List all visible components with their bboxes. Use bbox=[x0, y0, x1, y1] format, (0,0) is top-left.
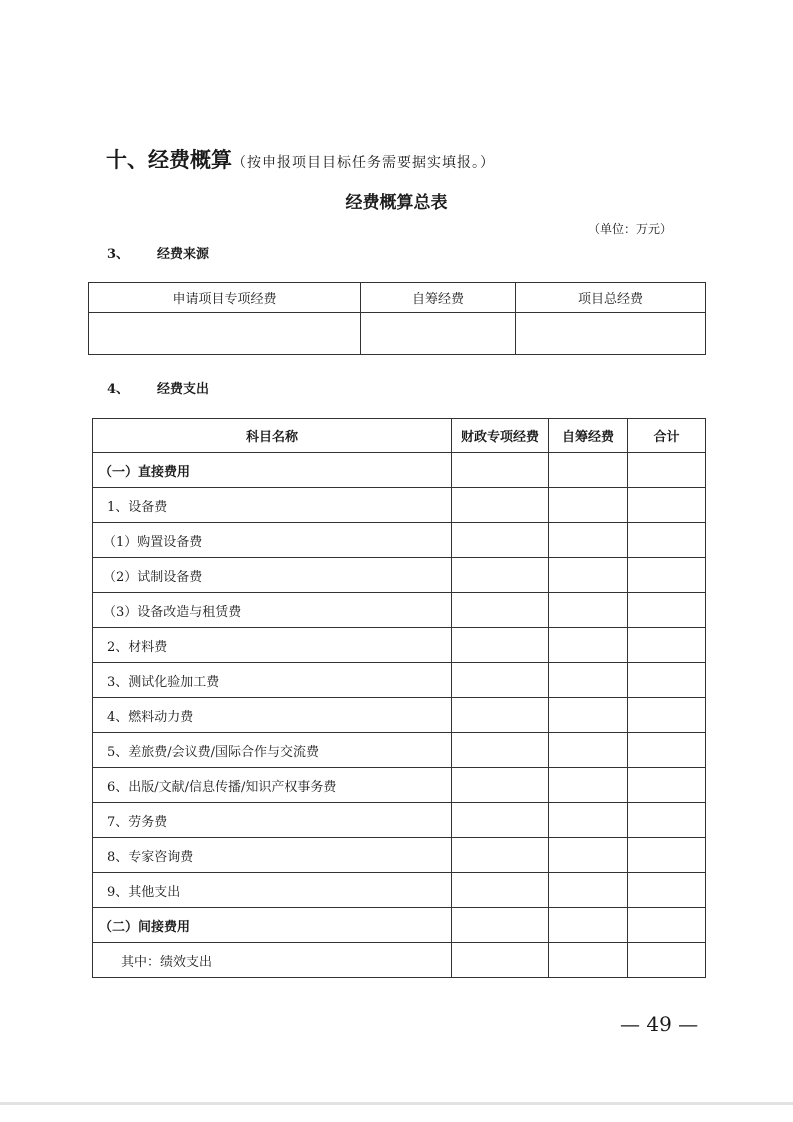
item-name-cell: 4、燃料动力费 bbox=[93, 698, 452, 733]
self-raised-value-cell[interactable] bbox=[361, 313, 516, 355]
fiscal-funding-cell[interactable] bbox=[452, 803, 549, 838]
self-raised-cell[interactable] bbox=[549, 733, 628, 768]
fiscal-funding-cell[interactable] bbox=[452, 873, 549, 908]
expenditure-title: 经费支出 bbox=[157, 382, 210, 397]
self-raised-cell[interactable] bbox=[549, 593, 628, 628]
header-cell: 财政专项经费 bbox=[452, 419, 549, 453]
item-name-cell: （1）购置设备费 bbox=[93, 523, 452, 558]
self-raised-cell[interactable] bbox=[549, 453, 628, 488]
header-cell: 申请项目专项经费 bbox=[89, 283, 361, 313]
total-cell[interactable] bbox=[628, 558, 706, 593]
self-raised-cell[interactable] bbox=[549, 908, 628, 943]
header-cell: 自筹经费 bbox=[549, 419, 628, 453]
self-raised-cell[interactable] bbox=[549, 873, 628, 908]
total-cell[interactable] bbox=[628, 838, 706, 873]
expenditure-table bbox=[92, 418, 706, 978]
total-cell[interactable] bbox=[628, 803, 706, 838]
item-name-cell: （3）设备改造与租赁费 bbox=[93, 593, 452, 628]
funding-source-number: 3、 bbox=[107, 247, 130, 262]
total-cell[interactable] bbox=[628, 523, 706, 558]
table-row bbox=[93, 733, 706, 768]
fiscal-funding-cell[interactable] bbox=[452, 523, 549, 558]
total-funding-value-cell[interactable] bbox=[516, 313, 706, 355]
self-raised-cell[interactable] bbox=[549, 558, 628, 593]
table-row bbox=[93, 453, 706, 488]
total-cell[interactable] bbox=[628, 488, 706, 523]
fiscal-funding-cell[interactable] bbox=[452, 908, 549, 943]
table-row bbox=[93, 943, 706, 978]
self-raised-cell[interactable] bbox=[549, 628, 628, 663]
header-cell: 自筹经费 bbox=[361, 283, 516, 313]
item-name-cell: 3、测试化验加工费 bbox=[93, 663, 452, 698]
fiscal-funding-cell[interactable] bbox=[452, 453, 549, 488]
item-name-cell: （一）直接费用 bbox=[93, 453, 452, 488]
total-cell[interactable] bbox=[628, 593, 706, 628]
fiscal-funding-cell[interactable] bbox=[452, 488, 549, 523]
table-row bbox=[93, 908, 706, 943]
item-name-cell: 5、差旅费/会议费/国际合作与交流费 bbox=[93, 733, 452, 768]
total-cell[interactable] bbox=[628, 943, 706, 978]
page-number: — 49 — bbox=[620, 1012, 699, 1036]
expenditure-heading bbox=[107, 378, 209, 397]
fiscal-funding-cell[interactable] bbox=[452, 558, 549, 593]
table-row bbox=[93, 663, 706, 698]
table-row bbox=[93, 488, 706, 523]
table-row bbox=[93, 838, 706, 873]
funding-source-header-row bbox=[89, 283, 706, 313]
fiscal-funding-cell[interactable] bbox=[452, 768, 549, 803]
section-note: （按申报项目目标任务需要据实填报。） bbox=[232, 155, 495, 171]
scan-edge bbox=[0, 1102, 793, 1105]
item-name-cell: 2、材料费 bbox=[93, 628, 452, 663]
item-name-cell: 7、劳务费 bbox=[93, 803, 452, 838]
section-heading bbox=[106, 144, 495, 174]
self-raised-cell[interactable] bbox=[549, 488, 628, 523]
fiscal-funding-cell[interactable] bbox=[452, 943, 549, 978]
self-raised-cell[interactable] bbox=[549, 803, 628, 838]
table-row bbox=[93, 558, 706, 593]
fiscal-funding-cell[interactable] bbox=[452, 698, 549, 733]
item-name-cell: 9、其他支出 bbox=[93, 873, 452, 908]
funding-source-value-row bbox=[89, 313, 706, 355]
unit-label: （单位：万元） bbox=[588, 222, 673, 236]
total-cell[interactable] bbox=[628, 663, 706, 698]
self-raised-cell[interactable] bbox=[549, 943, 628, 978]
section-title: 十、经费概算 bbox=[106, 147, 232, 172]
item-name-cell: 8、专家咨询费 bbox=[93, 838, 452, 873]
total-cell[interactable] bbox=[628, 453, 706, 488]
table-row bbox=[93, 593, 706, 628]
total-cell[interactable] bbox=[628, 698, 706, 733]
self-raised-cell[interactable] bbox=[549, 663, 628, 698]
table-title: 经费概算总表 bbox=[345, 193, 448, 213]
table-row bbox=[93, 628, 706, 663]
funding-source-title: 经费来源 bbox=[157, 247, 210, 262]
self-raised-cell[interactable] bbox=[549, 523, 628, 558]
self-raised-cell[interactable] bbox=[549, 698, 628, 733]
item-name-cell: 其中：绩效支出 bbox=[93, 943, 452, 978]
item-name-cell: （二）间接费用 bbox=[93, 908, 452, 943]
table-row bbox=[93, 873, 706, 908]
fiscal-funding-cell[interactable] bbox=[452, 733, 549, 768]
table-row bbox=[93, 768, 706, 803]
item-name-cell: （2）试制设备费 bbox=[93, 558, 452, 593]
table-row bbox=[93, 523, 706, 558]
header-cell: 科目名称 bbox=[93, 419, 452, 453]
total-cell[interactable] bbox=[628, 733, 706, 768]
fiscal-funding-cell[interactable] bbox=[452, 838, 549, 873]
funding-source-table bbox=[88, 282, 706, 355]
total-cell[interactable] bbox=[628, 628, 706, 663]
special-funding-value-cell[interactable] bbox=[89, 313, 361, 355]
total-cell[interactable] bbox=[628, 908, 706, 943]
funding-source-heading bbox=[107, 243, 209, 262]
header-cell: 合计 bbox=[628, 419, 706, 453]
table-row bbox=[93, 698, 706, 733]
fiscal-funding-cell[interactable] bbox=[452, 593, 549, 628]
expenditure-header-row bbox=[93, 419, 706, 453]
total-cell[interactable] bbox=[628, 768, 706, 803]
item-name-cell: 6、出版/文献/信息传播/知识产权事务费 bbox=[93, 768, 452, 803]
self-raised-cell[interactable] bbox=[549, 768, 628, 803]
table-row bbox=[93, 803, 706, 838]
self-raised-cell[interactable] bbox=[549, 838, 628, 873]
total-cell[interactable] bbox=[628, 873, 706, 908]
expenditure-number: 4、 bbox=[107, 382, 130, 397]
header-cell: 项目总经费 bbox=[516, 283, 706, 313]
fiscal-funding-cell[interactable] bbox=[452, 663, 549, 698]
item-name-cell: 1、设备费 bbox=[93, 488, 452, 523]
fiscal-funding-cell[interactable] bbox=[452, 628, 549, 663]
